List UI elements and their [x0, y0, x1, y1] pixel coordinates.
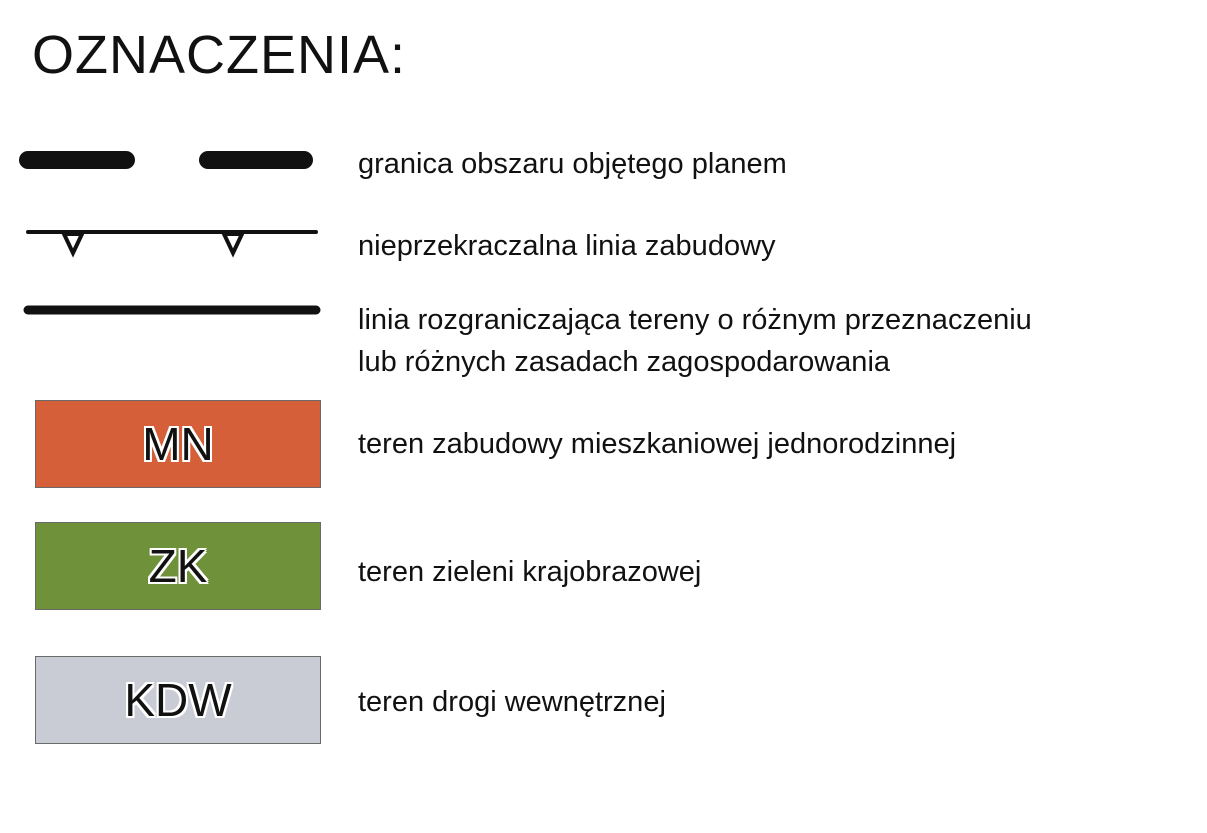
zk-code: ZK	[148, 540, 208, 592]
building-line-triangle-1	[64, 234, 82, 253]
mn-description: teren zabudowy mieszkaniowej jednorodzinnej	[358, 428, 957, 460]
mn-code: MN	[142, 418, 214, 470]
demarcation-line-symbol	[18, 300, 328, 320]
building-line-triangle-2	[224, 234, 242, 253]
plan-boundary-description: granica obszaru objętego planem	[358, 148, 787, 180]
building-line-symbol	[18, 222, 328, 262]
legend-title: OZNACZENIA:	[32, 25, 407, 85]
zk-description: teren zieleni krajobrazowej	[358, 556, 702, 588]
demarcation-line-description-1: linia rozgraniczająca tereny o różnym przeznaczeniu	[358, 304, 1032, 336]
demarcation-line-description-2: lub różnych zasadach zagospodarowania	[358, 346, 891, 378]
building-line-description: nieprzekraczalna linia zabudowy	[358, 230, 776, 262]
plan-boundary-symbol	[18, 148, 328, 172]
kdw-code: KDW	[124, 674, 232, 726]
kdw-description: teren drogi wewnętrznej	[358, 686, 666, 718]
zk-swatch	[35, 522, 321, 610]
mn-swatch	[35, 400, 321, 488]
kdw-swatch	[35, 656, 321, 744]
